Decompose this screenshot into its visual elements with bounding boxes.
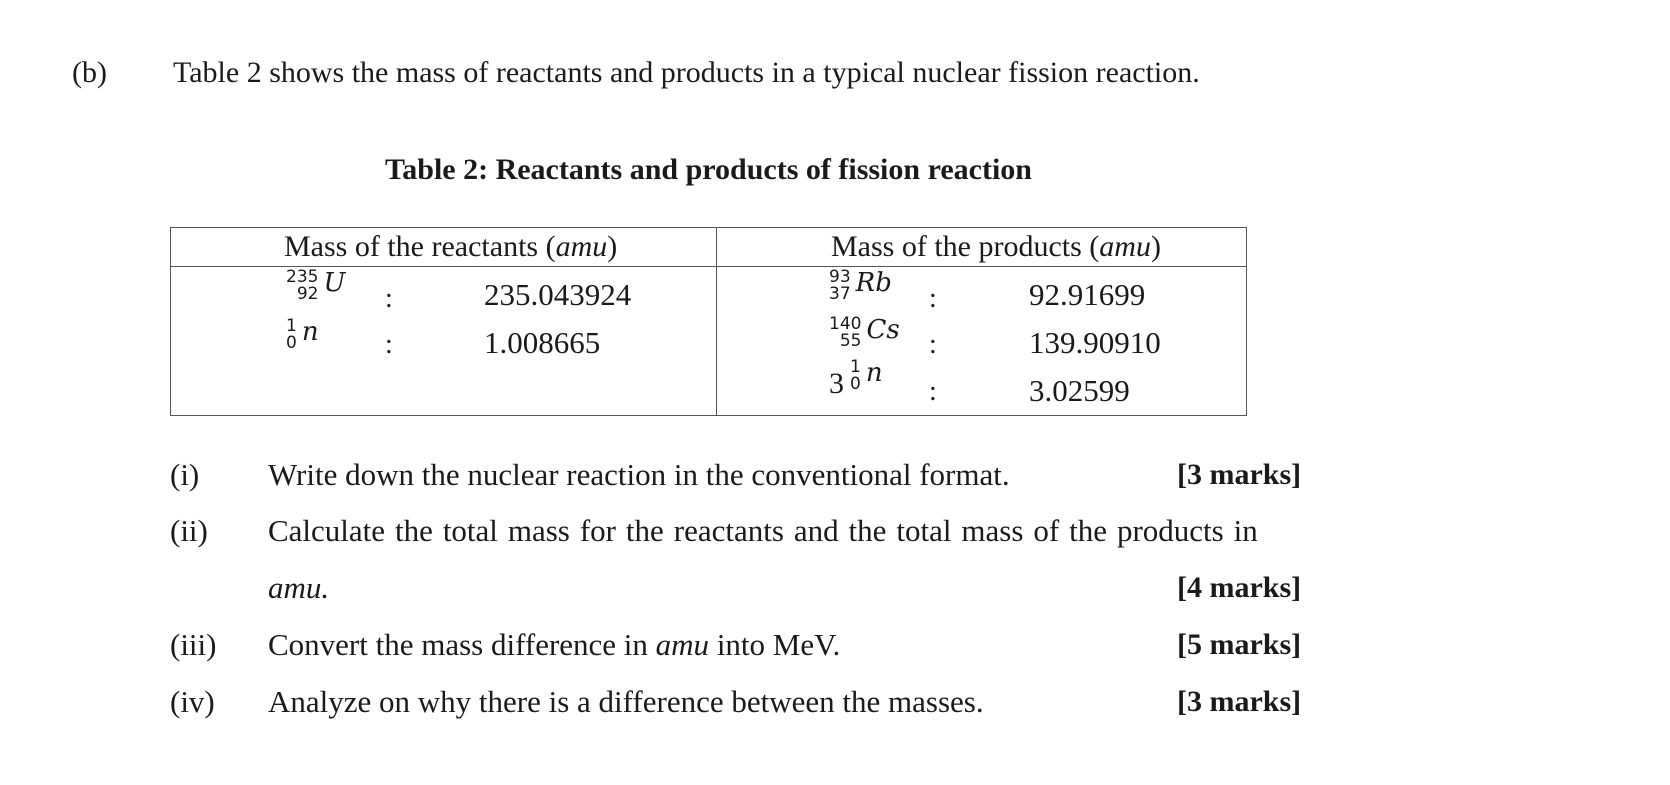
- part-text: Analyze on why there is a difference between the masses.: [268, 684, 984, 719]
- table-header-row: [171, 228, 1247, 267]
- separator-colon: :: [385, 283, 393, 314]
- nuclide-neutron: [286, 318, 319, 352]
- atomic-number: 0: [286, 333, 297, 353]
- part-number: (ii): [170, 513, 208, 548]
- part-number: (iii): [170, 627, 217, 662]
- mass-number: 140: [829, 314, 862, 334]
- element-symbol: n: [301, 317, 319, 347]
- marks-label: [5 marks]: [1177, 628, 1302, 661]
- part-text-continued: amu.: [268, 570, 330, 605]
- element-symbol: Cs: [866, 315, 900, 345]
- part-text: Calculate the total mass for the reactants and the total mass of the products in: [268, 513, 1258, 548]
- atomic-number: 0: [850, 374, 861, 394]
- part-text: Write down the nuclear reaction in the conventional format.: [268, 457, 1010, 492]
- nuclide-rubidium-93: [829, 269, 892, 303]
- table-caption: Table 2: Reactants and products of fission reaction: [385, 153, 1032, 186]
- mass-value: 235.043924: [484, 277, 632, 312]
- products-cell: [717, 267, 1247, 416]
- atomic-number: 37: [829, 284, 851, 304]
- separator-colon: :: [929, 283, 937, 314]
- element-symbol: Rb: [855, 268, 892, 298]
- mass-number: 1: [850, 357, 861, 377]
- mass-value: 92.91699: [1029, 277, 1146, 312]
- element-symbol: U: [323, 268, 346, 298]
- marks-label: [4 marks]: [1177, 571, 1302, 604]
- products-header: Mass of the products (amu): [717, 228, 1247, 267]
- header-unit: amu: [555, 230, 608, 263]
- nuclide-uranium-235: [286, 269, 345, 303]
- mass-value: 3.02599: [1029, 373, 1130, 408]
- reactants-cell: [171, 267, 717, 416]
- separator-colon: :: [385, 329, 393, 360]
- part-text: Convert the mass difference in amu into MeV.: [268, 627, 841, 662]
- mass-value: 139.90910: [1029, 325, 1161, 360]
- mass-number: 235: [286, 267, 319, 287]
- mass-number: 93: [829, 267, 851, 287]
- table-body-row: [171, 267, 1247, 416]
- mass-number: 1: [286, 316, 297, 336]
- question-label: (b): [72, 56, 107, 89]
- separator-colon: :: [929, 329, 937, 360]
- coefficient: 3: [829, 367, 844, 400]
- reactants-header: Mass of the reactants (amu): [171, 228, 717, 267]
- separator-colon: :: [929, 376, 937, 407]
- fission-table: [170, 227, 1247, 416]
- atomic-number: 55: [839, 331, 862, 351]
- element-symbol: n: [865, 358, 883, 388]
- header-unit: amu: [1099, 230, 1151, 263]
- question-intro: Table 2 shows the mass of reactants and products in a typical nuclear fission reaction.: [173, 56, 1200, 89]
- nuclide-cesium-140: [829, 316, 900, 350]
- nuclide-neutrons: [829, 359, 883, 399]
- marks-label: [3 marks]: [1177, 685, 1302, 718]
- part-number: (iv): [170, 684, 215, 719]
- atomic-number: 92: [296, 284, 319, 304]
- mass-value: 1.008665: [484, 325, 601, 360]
- marks-label: [3 marks]: [1177, 458, 1302, 491]
- part-number: (i): [170, 457, 200, 492]
